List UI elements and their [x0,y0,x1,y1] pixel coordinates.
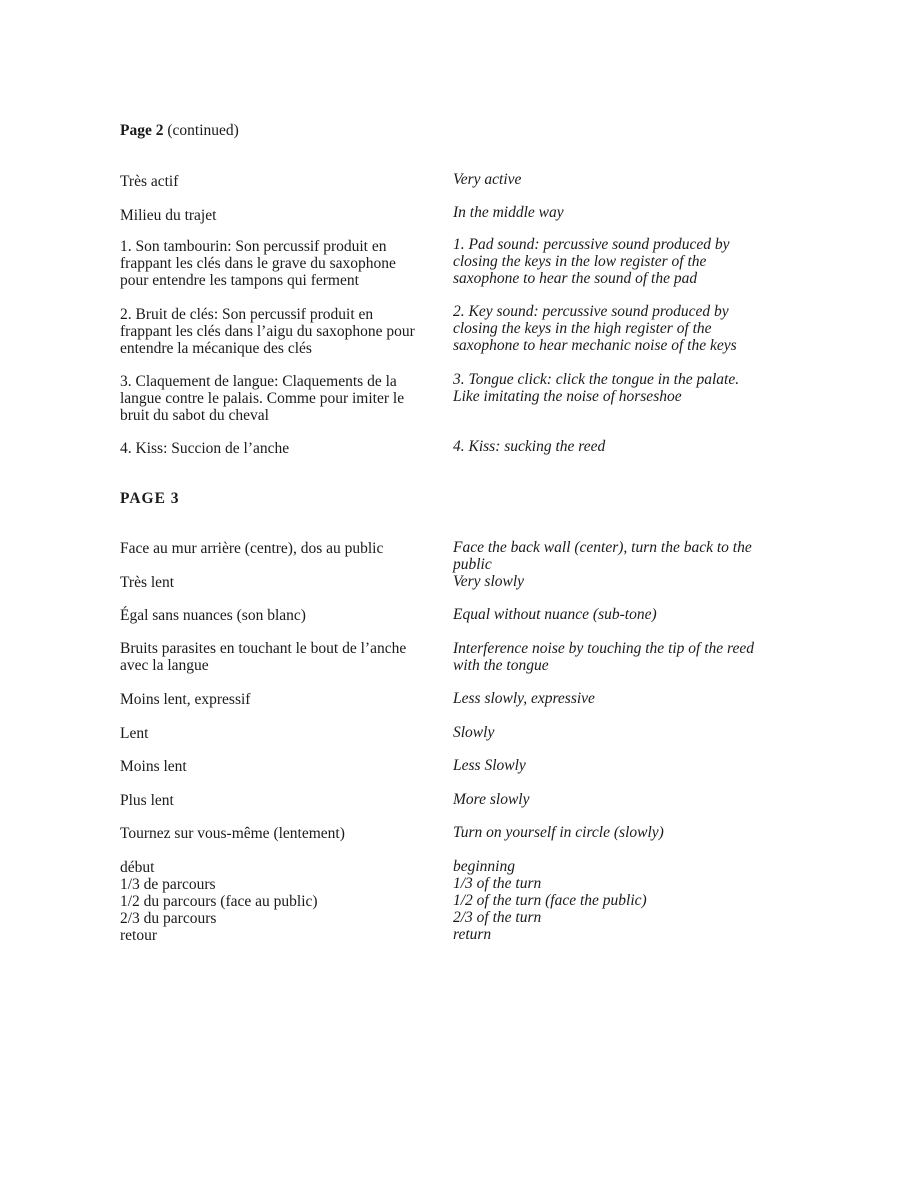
p3-en-2: Equal without nuance (sub-tone) [453,606,657,623]
p3-fr-5: Lent [120,725,149,742]
p2-en-5: 4. Kiss: sucking the reed [453,438,606,455]
page2-heading-label: Page 2 [120,122,164,139]
p2-en-2: 1. Pad sound: percussive sound produced by closing the keys in the low register of the saxophone to hear the sound of the pad [453,236,730,287]
p3-fr-0: Face au mur arrière (centre), dos au public [120,540,384,557]
p3-fr-1: Très lent [120,574,175,591]
p3-fr-2: Égal sans nuances (son blanc) [120,607,306,624]
p3-en-8: Turn on yourself in circle (slowly) [453,824,664,841]
p2-fr-4: 3. Claquement de langue: Claquements de la langue contre le palais. Comme pour imiter le bruit du sabot du cheval [120,373,405,424]
p2-fr-2: 1. Son tambourin: Son percussif produit en frappant les clés dans le grave du saxophone pour entendre les tampons qui ferment [120,238,396,289]
page3-heading [120,490,180,508]
p3-fr-9: début 1/3 de parcours 1/2 du parcours (face au public) 2/3 du parcours retour [120,859,318,944]
p2-fr-3: 2. Bruit de clés: Son percussif produit en frappant les clés dans l’aigu du saxophone pour entendre la mécanique des clés [120,306,415,357]
p3-en-6: Less Slowly [453,757,526,774]
p2-fr-5: 4. Kiss: Succion de l’anche [120,440,290,457]
p3-en-4: Less slowly, expressive [453,690,595,707]
p2-en-0: Very active [453,171,522,188]
p3-en-5: Slowly [453,724,495,741]
p2-en-3: 2. Key sound: percussive sound produced by closing the keys in the high register of the saxophone to hear mechanic noise of the keys [453,303,737,354]
page2-heading [120,122,239,140]
p3-en-7: More slowly [453,791,530,808]
p3-en-3: Interference noise by touching the tip of the reed with the tongue [453,640,755,674]
page3-heading-label: PAGE 3 [120,490,180,507]
p2-fr-1: Milieu du trajet [120,207,217,224]
p3-fr-6: Moins lent [120,758,187,775]
p2-en-4: 3. Tongue click: click the tongue in the palate. Like imitating the noise of horseshoe [453,371,740,405]
p2-fr-0: Très actif [120,173,179,190]
p3-en-1: Very slowly [453,573,525,590]
p3-fr-7: Plus lent [120,792,174,809]
p3-en-9: beginning 1/3 of the turn 1/2 of the turn (face the public) 2/3 of the turn return [453,858,647,943]
page2-heading-note: (continued) [167,122,239,139]
p3-fr-8: Tournez sur vous-même (lentement) [120,825,345,842]
p2-en-1: In the middle way [453,204,564,221]
p3-en-0: Face the back wall (center), turn the back to the public [453,539,752,573]
p3-fr-3: Bruits parasites en touchant le bout de l’anche avec la langue [120,640,407,674]
p3-fr-4: Moins lent, expressif [120,691,251,708]
